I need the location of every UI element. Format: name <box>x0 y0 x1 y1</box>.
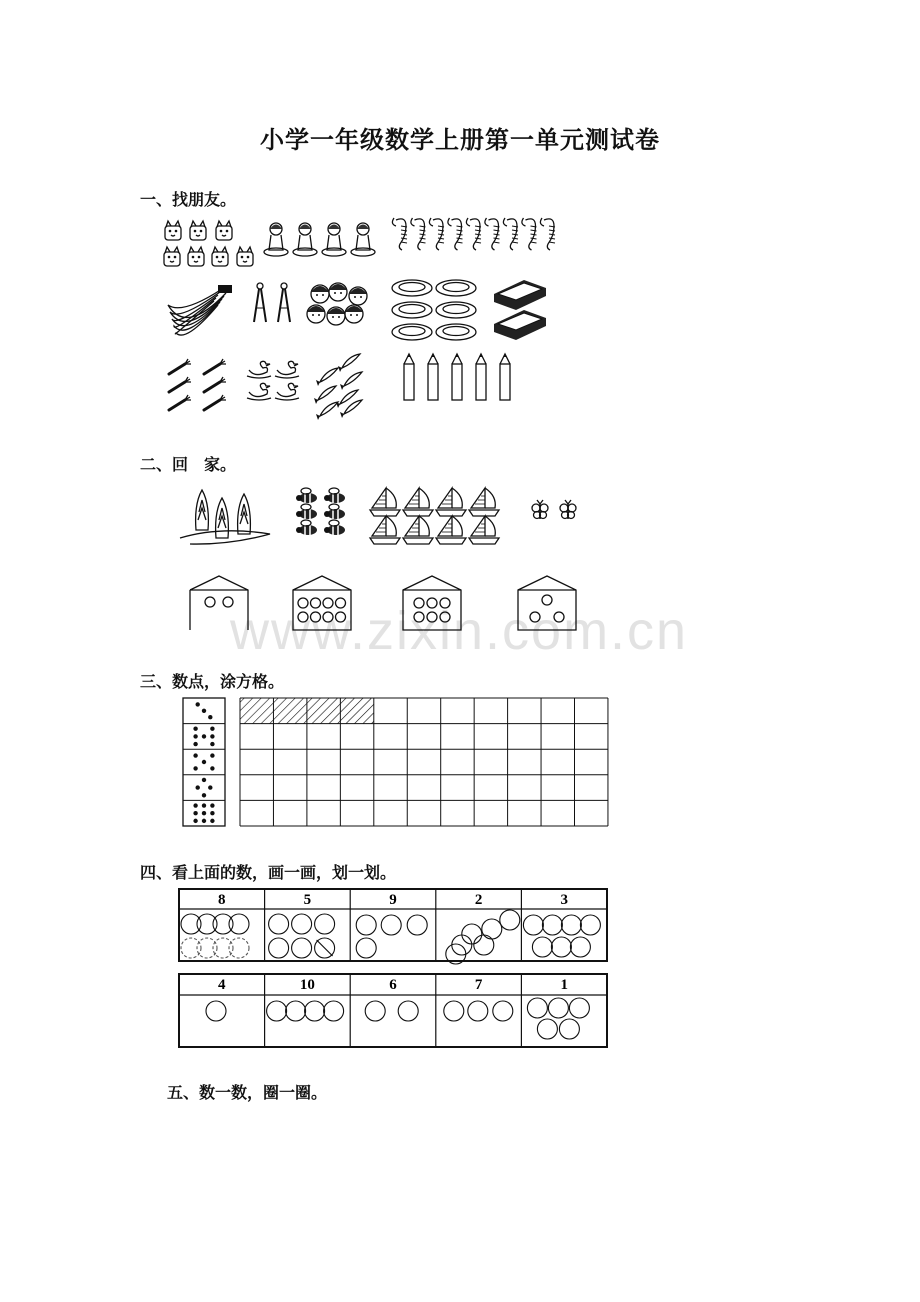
circle <box>267 1001 287 1021</box>
circle <box>365 1001 385 1021</box>
circle <box>324 1001 344 1021</box>
dashed-circle <box>229 938 249 958</box>
dashed-circle <box>213 938 233 958</box>
table-number: 8 <box>218 892 226 908</box>
circle <box>551 937 571 957</box>
section-1-heading: 一、找朋友。 <box>140 190 237 209</box>
circle <box>356 938 376 958</box>
table-number: 7 <box>474 977 483 993</box>
table-number: 4 <box>218 977 226 993</box>
number-table <box>179 889 607 964</box>
number-table <box>179 974 607 1047</box>
section-3-heading: 三、数点，涂方格。 <box>140 672 285 691</box>
circle <box>532 937 552 957</box>
table-number: 3 <box>560 892 568 908</box>
circle <box>269 938 289 958</box>
table-number: 1 <box>560 977 568 993</box>
table-number: 10 <box>299 977 315 993</box>
circle <box>537 1019 557 1039</box>
circle <box>468 1001 488 1021</box>
circle <box>444 1001 464 1021</box>
cross-out-line <box>317 940 333 956</box>
circle <box>580 915 600 935</box>
circle <box>292 914 312 934</box>
circle <box>398 1001 418 1021</box>
circle <box>548 998 568 1018</box>
circle <box>286 1001 306 1021</box>
circle <box>292 938 312 958</box>
circle <box>559 1019 579 1039</box>
circle <box>381 915 401 935</box>
circle <box>474 935 494 955</box>
section-5-heading: 五、数一数，圈一圈。 <box>167 1083 328 1102</box>
circle <box>561 915 581 935</box>
table-number: 5 <box>303 892 312 908</box>
circle <box>570 937 590 957</box>
circle <box>527 998 547 1018</box>
circle <box>500 910 520 930</box>
circle <box>197 914 217 934</box>
circle <box>305 1001 325 1021</box>
circle <box>269 914 289 934</box>
page-title: 小学一年级数学上册第一单元测试卷 <box>260 125 660 154</box>
dashed-circle <box>181 938 201 958</box>
circle <box>213 914 233 934</box>
circle <box>356 915 376 935</box>
circle <box>523 915 543 935</box>
circle <box>482 919 502 939</box>
watermark: www.zixin.com.cn <box>230 601 689 661</box>
dashed-circle <box>197 938 217 958</box>
circle <box>452 935 472 955</box>
circle <box>462 924 482 944</box>
circle <box>569 998 589 1018</box>
circle <box>206 1001 226 1021</box>
section-4-heading: 四、看上面的数，画一画，划一划。 <box>140 863 397 882</box>
circle <box>229 914 249 934</box>
circle <box>315 914 335 934</box>
circle <box>493 1001 513 1021</box>
circle <box>407 915 427 935</box>
section-2-heading: 二、回 家。 <box>140 455 237 474</box>
circle <box>542 915 562 935</box>
circle <box>181 914 201 934</box>
table-number: 9 <box>389 892 397 908</box>
table-number: 6 <box>389 977 397 993</box>
table-number: 2 <box>474 892 483 908</box>
